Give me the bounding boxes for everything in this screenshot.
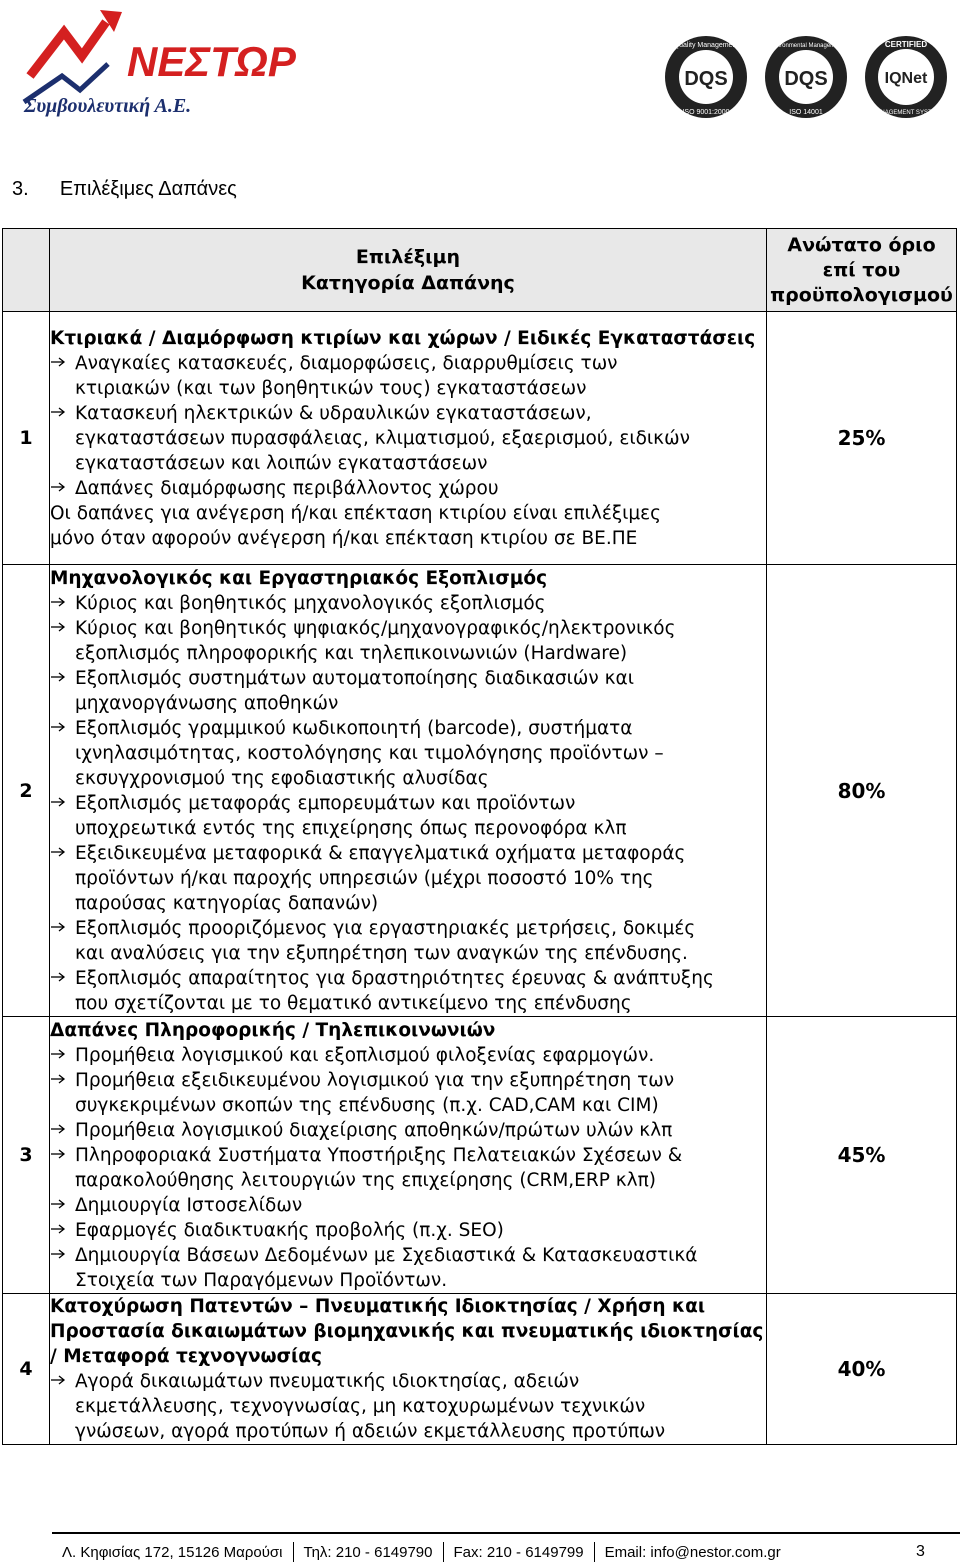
list-item [50, 916, 766, 966]
footer-email[interactable]: Email: info@nestor.com.gr [604, 1543, 781, 1561]
table-header-row [3, 229, 957, 312]
category-title: Κατοχύρωση Πατεντών – Πνευματικής Ιδιοκτησίας / Χρήση και Προστασία δικαιωμάτων βιομηχανικής και πνευματικής ιδιοκτησίας / Μεταφορά τεχνογνωσίας [50, 1296, 764, 1367]
list-item-text: Κύριος και βοηθητικός μηχανολογικός εξοπλισμός [75, 592, 546, 614]
header-category-line1: Επιλέξιμη [355, 246, 461, 268]
category-description [50, 1017, 767, 1294]
arrow-bullet-icon [50, 591, 75, 616]
arrow-bullet-icon [50, 916, 75, 966]
category-description [50, 1294, 767, 1445]
header-category [50, 229, 767, 312]
list-item [50, 476, 766, 501]
arrow-bullet-icon [50, 1043, 75, 1068]
list-item-text: Αναγκαίες κατασκευές, διαμορφώσεις, διαρρυθμίσεις των κτιριακών (και των βοηθητικών τους) εγκαταστάσεων [75, 352, 618, 399]
arrow-bullet-icon [50, 966, 75, 1016]
seal3-top: CERTIFIED [884, 40, 928, 49]
category-note: Οι δαπάνες για ανέγερση ή/και επέκταση κτιρίου είναι επιλέξιμες μόνο όταν αφορούν ανέγερση ή/και επέκταση κτιρίου σε ΒΕ.ΠΕ [50, 502, 662, 549]
list-item-text: Προμήθεια λογισμικού και εξοπλισμού φιλοξενίας εφαρμογών. [75, 1044, 655, 1066]
arrow-bullet-icon [50, 351, 75, 401]
list-item-text: Προμήθεια εξειδικευμένου λογισμικού για την εξυπηρέτηση των συγκεκριμένων σκοπών της επένδυσης (π.χ. CAD,CAM και CIM) [75, 1069, 675, 1116]
list-item-text: Εξοπλισμός απαραίτητος για δραστηριότητες έρευνας & ανάπτυξης που σχετίζονται με το θεματικό αντικείμενο της επένδυσης [75, 967, 714, 1014]
footer-fax: Fax: 210 - 6149799 [453, 1543, 584, 1561]
arrow-bullet-icon [50, 1243, 75, 1293]
arrow-bullet-icon [50, 841, 75, 916]
arrow-bullet-icon [50, 1369, 75, 1444]
list-item-text: Δημιουργία Ιστοσελίδων [75, 1194, 303, 1216]
seal3-bottom: MANAGEMENT SYSTEM [871, 110, 941, 116]
list-item-text: Πληροφοριακά Συστήματα Υποστήριξης Πελατειακών Σχέσεων & παρακολούθησης λειτουργιών της επιχείρησης (CRM,ERP κλπ) [75, 1144, 683, 1191]
list-item [50, 1118, 766, 1143]
footer-address: Λ. Κηφισίας 172, 15126 Μαρούσι [62, 1543, 283, 1561]
list-item-text: Κύριος και βοηθητικός ψηφιακός/μηχανογραφικός/ηλεκτρονικός εξοπλισμός πληροφορικής και τηλεπικοινωνιών (Hardware) [75, 617, 676, 664]
arrow-bullet-icon [50, 616, 75, 666]
list-item-text: Δημιουργία Βάσεων Δεδομένων με Σχεδιαστικά & Κατασκευαστικά Στοιχεία των Παραγόμενων Προϊόντων. [75, 1244, 698, 1291]
logo-subtitle: Συμβουλευτική Α.Ε. [24, 95, 192, 117]
list-item-text: Εξειδικευμένα μεταφορικά & επαγγελματικά οχήματα μεταφοράς προϊόντων ή/και παροχής υπηρεσιών (μέχρι ποσοστό 10% της παρούσας κατηγορίας δαπανών) [75, 842, 686, 914]
arrow-bullet-icon [50, 1143, 75, 1193]
table-row [3, 565, 957, 1017]
list-item [50, 1369, 766, 1444]
dqs-iso9001-seal [660, 34, 752, 120]
list-item [50, 716, 766, 791]
section-title [12, 178, 237, 201]
list-item [50, 1193, 766, 1218]
footer-separator [293, 1542, 294, 1562]
list-item-text: Εξοπλισμός προοριζόμενος για εργαστηριακές μετρήσεις, δοκιμές και αναλύσεις για την εξυπηρέτηση των αναγκών της επένδυσης. [75, 917, 696, 964]
logo-text: ΝΕΣΤΩΡ [127, 38, 296, 85]
list-item [50, 351, 766, 401]
seal1-top: Quality Management [673, 42, 739, 49]
list-item-text: Δαπάνες διαμόρφωσης περιβάλλοντος χώρου [75, 477, 499, 499]
footer-contact [62, 1542, 781, 1562]
list-item [50, 1218, 766, 1243]
list-item [50, 1068, 766, 1118]
page-number: 3 [916, 1543, 925, 1560]
header-num-cell [3, 229, 50, 312]
section-number: 3. [12, 178, 29, 200]
row-number: 4 [3, 1294, 50, 1445]
arrow-bullet-icon [50, 476, 75, 501]
table-row [3, 312, 957, 565]
iqnet-seal [860, 34, 952, 120]
max-percentage: 45% [767, 1017, 957, 1294]
section-heading: Επιλέξιμες Δαπάνες [59, 178, 237, 200]
arrow-bullet-icon [50, 666, 75, 716]
list-item-text: Εξοπλισμός συστημάτων αυτοματοποίησης διαδικασιών και μηχανοργάνωσης αποθηκών [75, 667, 634, 714]
category-title: Μηχανολογικός και Εργαστηριακός Εξοπλισμός [50, 567, 548, 589]
header-max-limit [767, 229, 957, 312]
row-number: 1 [3, 312, 50, 565]
list-item-text: Εφαρμογές διαδικτυακής προβολής (π.χ. SEO) [75, 1219, 504, 1241]
dqs-iso14001-seal [760, 34, 852, 120]
list-item [50, 591, 766, 616]
header-max-line3: προϋπολογισμού [770, 283, 953, 306]
list-item [50, 1143, 766, 1193]
list-item-text: Κατασκευή ηλεκτρικών & υδραυλικών εγκαταστάσεων, εγκαταστάσεων πυρασφάλειας, κλιματισμού, εξαερισμού, ειδικών εγκαταστάσεων και λοιπών εγκαταστάσεων [75, 402, 690, 474]
list-item [50, 401, 766, 476]
list-item [50, 1043, 766, 1068]
list-item [50, 966, 766, 1016]
arrow-bullet-icon [50, 1068, 75, 1118]
max-percentage: 40% [767, 1294, 957, 1445]
list-item-text: Εξοπλισμός γραμμικού κωδικοποιητή (barcode), συστήματα ιχνηλασιμότητας, κοστολόγησης και τιμολόγησης προϊόντων – εκσυγχρονισμού της εφοδιαστικής αλυσίδας [75, 717, 664, 789]
list-item [50, 666, 766, 716]
max-percentage: 25% [767, 312, 957, 565]
arrow-bullet-icon [50, 1218, 75, 1243]
category-title: Δαπάνες Πληροφορικής / Τηλεπικοινωνιών [50, 1019, 496, 1041]
certification-seals [660, 34, 952, 120]
footer-divider [52, 1532, 960, 1534]
table-row [3, 1017, 957, 1294]
seal2-mid: DQS [784, 68, 828, 90]
row-number: 2 [3, 565, 50, 1017]
arrow-bullet-icon [50, 401, 75, 476]
footer-phone: Τηλ: 210 - 6149790 [303, 1543, 433, 1561]
row-number: 3 [3, 1017, 50, 1294]
arrow-bullet-icon [50, 1193, 75, 1218]
seal2-bottom: ISO 14001 [789, 109, 823, 116]
list-item-text: Προμήθεια λογισμικού διαχείρισης αποθηκών/πρώτων υλών κλπ [75, 1119, 673, 1141]
seal3-mid: IQNet [884, 70, 928, 87]
list-item-text: Αγορά δικαιωμάτων πνευματικής ιδιοκτησίας, αδειών εκμετάλλευσης, τεχνογνωσίας, μη κατοχυρωμένων τεχνικών γνώσεων, αγορά προτύπων ή αδειών εκμετάλλευσης προτύπων [75, 1371, 666, 1442]
header-category-line2: Κατηγορία Δαπάνης [301, 272, 515, 294]
category-description [50, 565, 767, 1017]
arrow-bullet-icon [50, 791, 75, 841]
arrow-bullet-icon [50, 716, 75, 791]
seal2-top: Environmental Management [768, 43, 844, 49]
arrow-bullet-icon [50, 1118, 75, 1143]
company-logo [22, 4, 296, 122]
footer-separator [443, 1542, 444, 1562]
list-item-text: Εξοπλισμός μεταφοράς εμπορευμάτων και προϊόντων υποχρεωτικά εντός της επιχείρησης όπως περονοφόρα κλπ [75, 792, 627, 839]
category-title: Κτιριακά / Διαμόρφωση κτιρίων και χώρων / Ειδικές Εγκαταστάσεις [50, 327, 756, 349]
table-row [3, 1294, 957, 1445]
list-item [50, 791, 766, 841]
list-item [50, 616, 766, 666]
footer-separator [594, 1542, 595, 1562]
seal1-mid: DQS [684, 68, 728, 90]
category-description [50, 312, 767, 565]
max-percentage: 80% [767, 565, 957, 1017]
list-item [50, 1243, 766, 1293]
eligible-costs-table [2, 228, 957, 1445]
seal1-bottom: ISO 9001:2000 [682, 109, 730, 116]
header-max-line1: Ανώτατο όριο [787, 233, 936, 256]
list-item [50, 841, 766, 916]
header-max-line2: επί του [822, 258, 901, 281]
